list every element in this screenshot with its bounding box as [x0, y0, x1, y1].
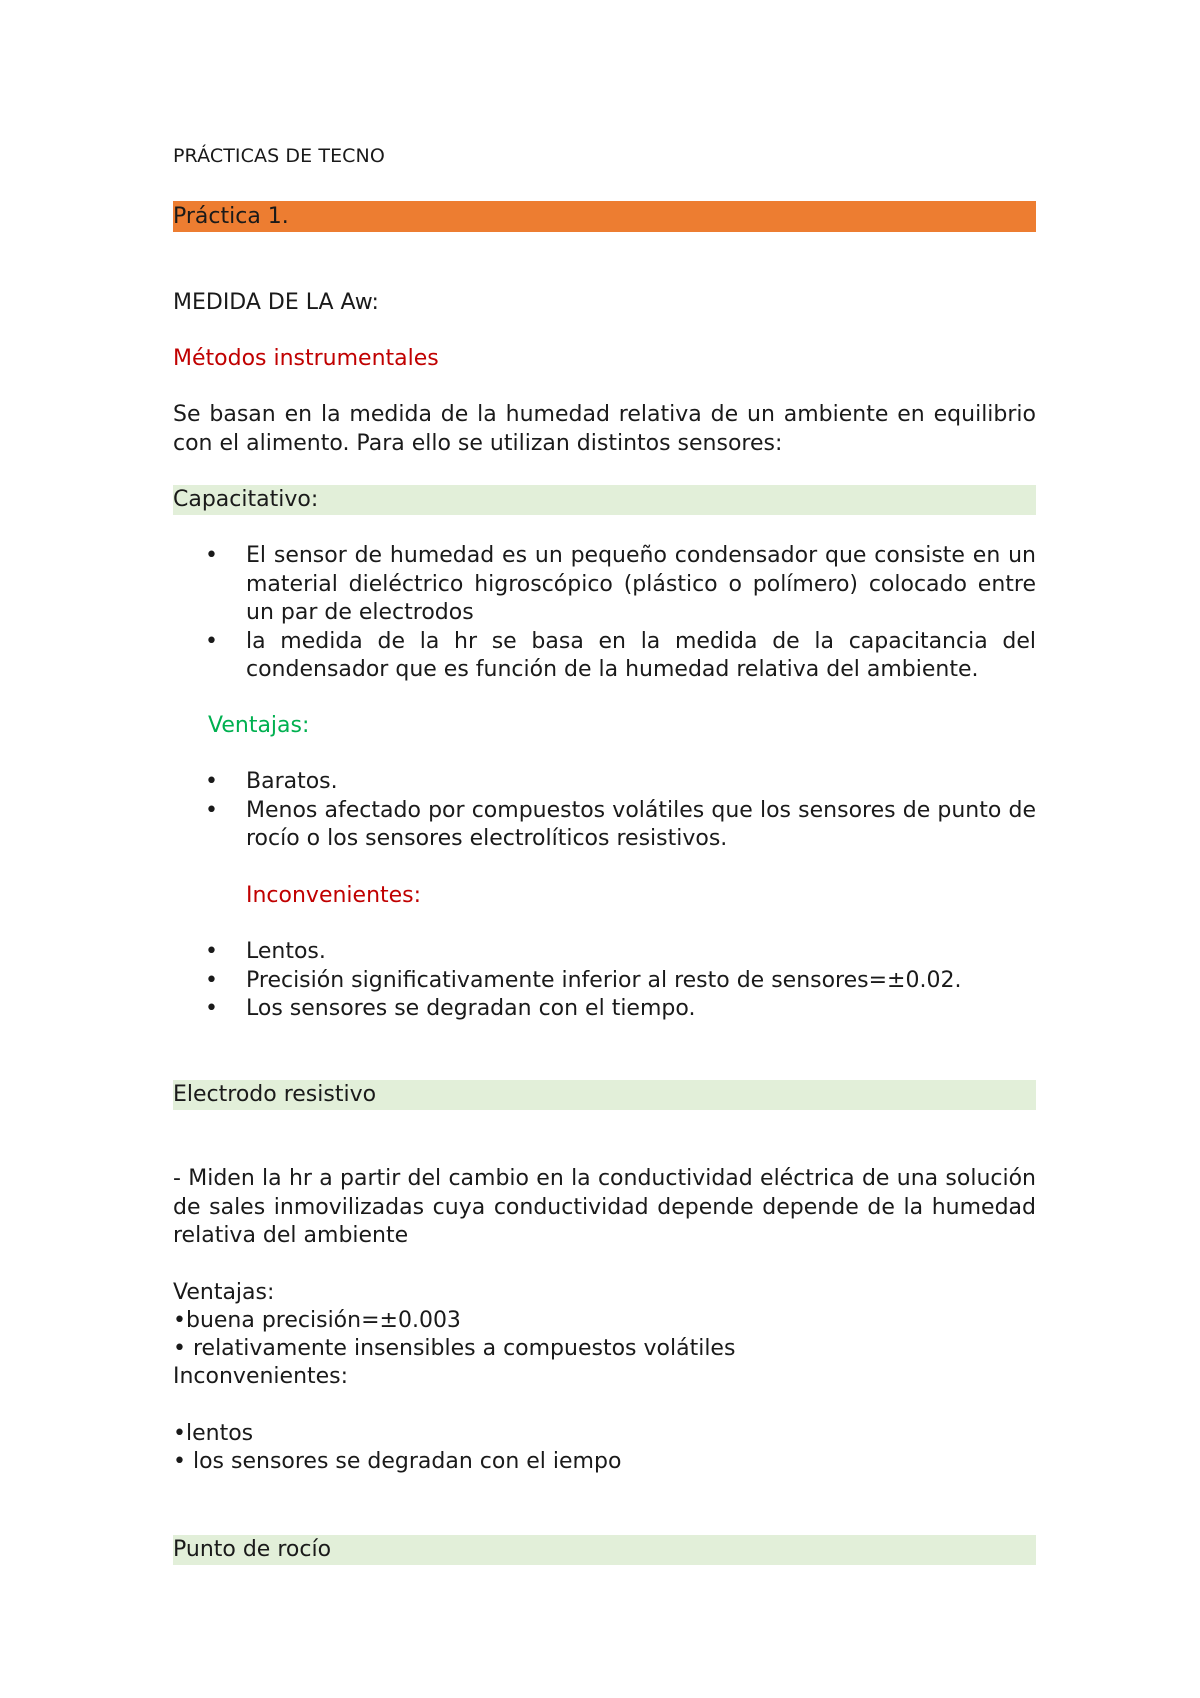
list-item — [173, 797, 1036, 854]
resistive-advantages-label: Ventajas: — [173, 1280, 275, 1305]
list-item — [173, 995, 1036, 1024]
resistive-description: - Miden la hr a partir del cambio en la conductividad eléctrica de una solución de sales inmovilizadas cuya conductividad depende depende de la humedad relativa del ambiente — [173, 1166, 1036, 1248]
bullet-icon: • — [205, 996, 218, 1021]
resistive-drawbacks-label: Inconvenientes: — [173, 1364, 349, 1389]
list-item — [173, 967, 1036, 996]
resistive-heading: Electrodo resistivo — [173, 1082, 377, 1107]
list-item-text: Menos afectado por compuestos volátiles que los sensores de punto de rocío o los sensores electrolíticos resistivos. — [246, 797, 1036, 851]
dew-point-heading: Punto de rocío — [173, 1537, 332, 1562]
practice-heading: Práctica 1. — [173, 204, 289, 229]
practice-heading-bar — [173, 201, 1036, 232]
list-item-text: la medida de la hr se basa en la medida de la capacitancia del condensador que es función de la humedad relativa del ambiente. — [246, 628, 1036, 682]
bullet-icon: • — [205, 628, 218, 654]
capacitive-advantages-label: Ventajas: — [208, 713, 310, 738]
resistive-advantage-1: •buena precisión=±0.003 — [173, 1308, 461, 1333]
capacitive-drawbacks-list — [173, 938, 1036, 1024]
methods-heading: Métodos instrumentales — [173, 346, 439, 371]
measure-heading: MEDIDA DE LA Aw: — [173, 290, 379, 315]
document-title: PRÁCTICAS DE TECNO — [173, 145, 385, 167]
list-item — [173, 628, 1036, 685]
bullet-icon: • — [205, 967, 218, 993]
dew-point-heading-bar — [173, 1535, 1036, 1565]
bullet-icon: • — [205, 939, 218, 964]
list-item-text: Precisión significativamente inferior al resto de sensores=±0.02. — [246, 967, 962, 993]
bullet-icon: • — [205, 769, 218, 794]
list-item — [173, 542, 1036, 628]
list-item — [173, 938, 1036, 967]
list-item-text: El sensor de humedad es un pequeño condensador que consiste en un material dieléctrico higroscópico (plástico o polímero) colocado entre un par de electrodos — [246, 543, 1036, 625]
capacitive-heading-bar — [173, 485, 1036, 515]
capacitive-bullets — [173, 542, 1036, 685]
resistive-heading-bar — [173, 1080, 1036, 1110]
capacitive-heading: Capacitativo: — [173, 487, 319, 512]
resistive-drawback-2: • los sensores se degradan con el iempo — [173, 1449, 622, 1474]
list-item-text: Baratos. — [246, 769, 338, 794]
list-item-text: Lentos. — [246, 939, 326, 964]
list-item-text: Los sensores se degradan con el tiempo. — [246, 996, 696, 1021]
capacitive-drawbacks-label: Inconvenientes: — [246, 883, 422, 908]
list-item — [173, 768, 1036, 797]
resistive-advantage-2: • relativamente insensibles a compuestos volátiles — [173, 1336, 736, 1361]
capacitive-advantages-list — [173, 768, 1036, 854]
intro-paragraph: Se basan en la medida de la humedad relativa de un ambiente en equilibrio con el alimento. Para ello se utilizan distintos sensores: — [173, 402, 1036, 456]
bullet-icon: • — [205, 797, 218, 823]
bullet-icon: • — [205, 543, 218, 568]
resistive-drawback-1: •lentos — [173, 1421, 254, 1446]
